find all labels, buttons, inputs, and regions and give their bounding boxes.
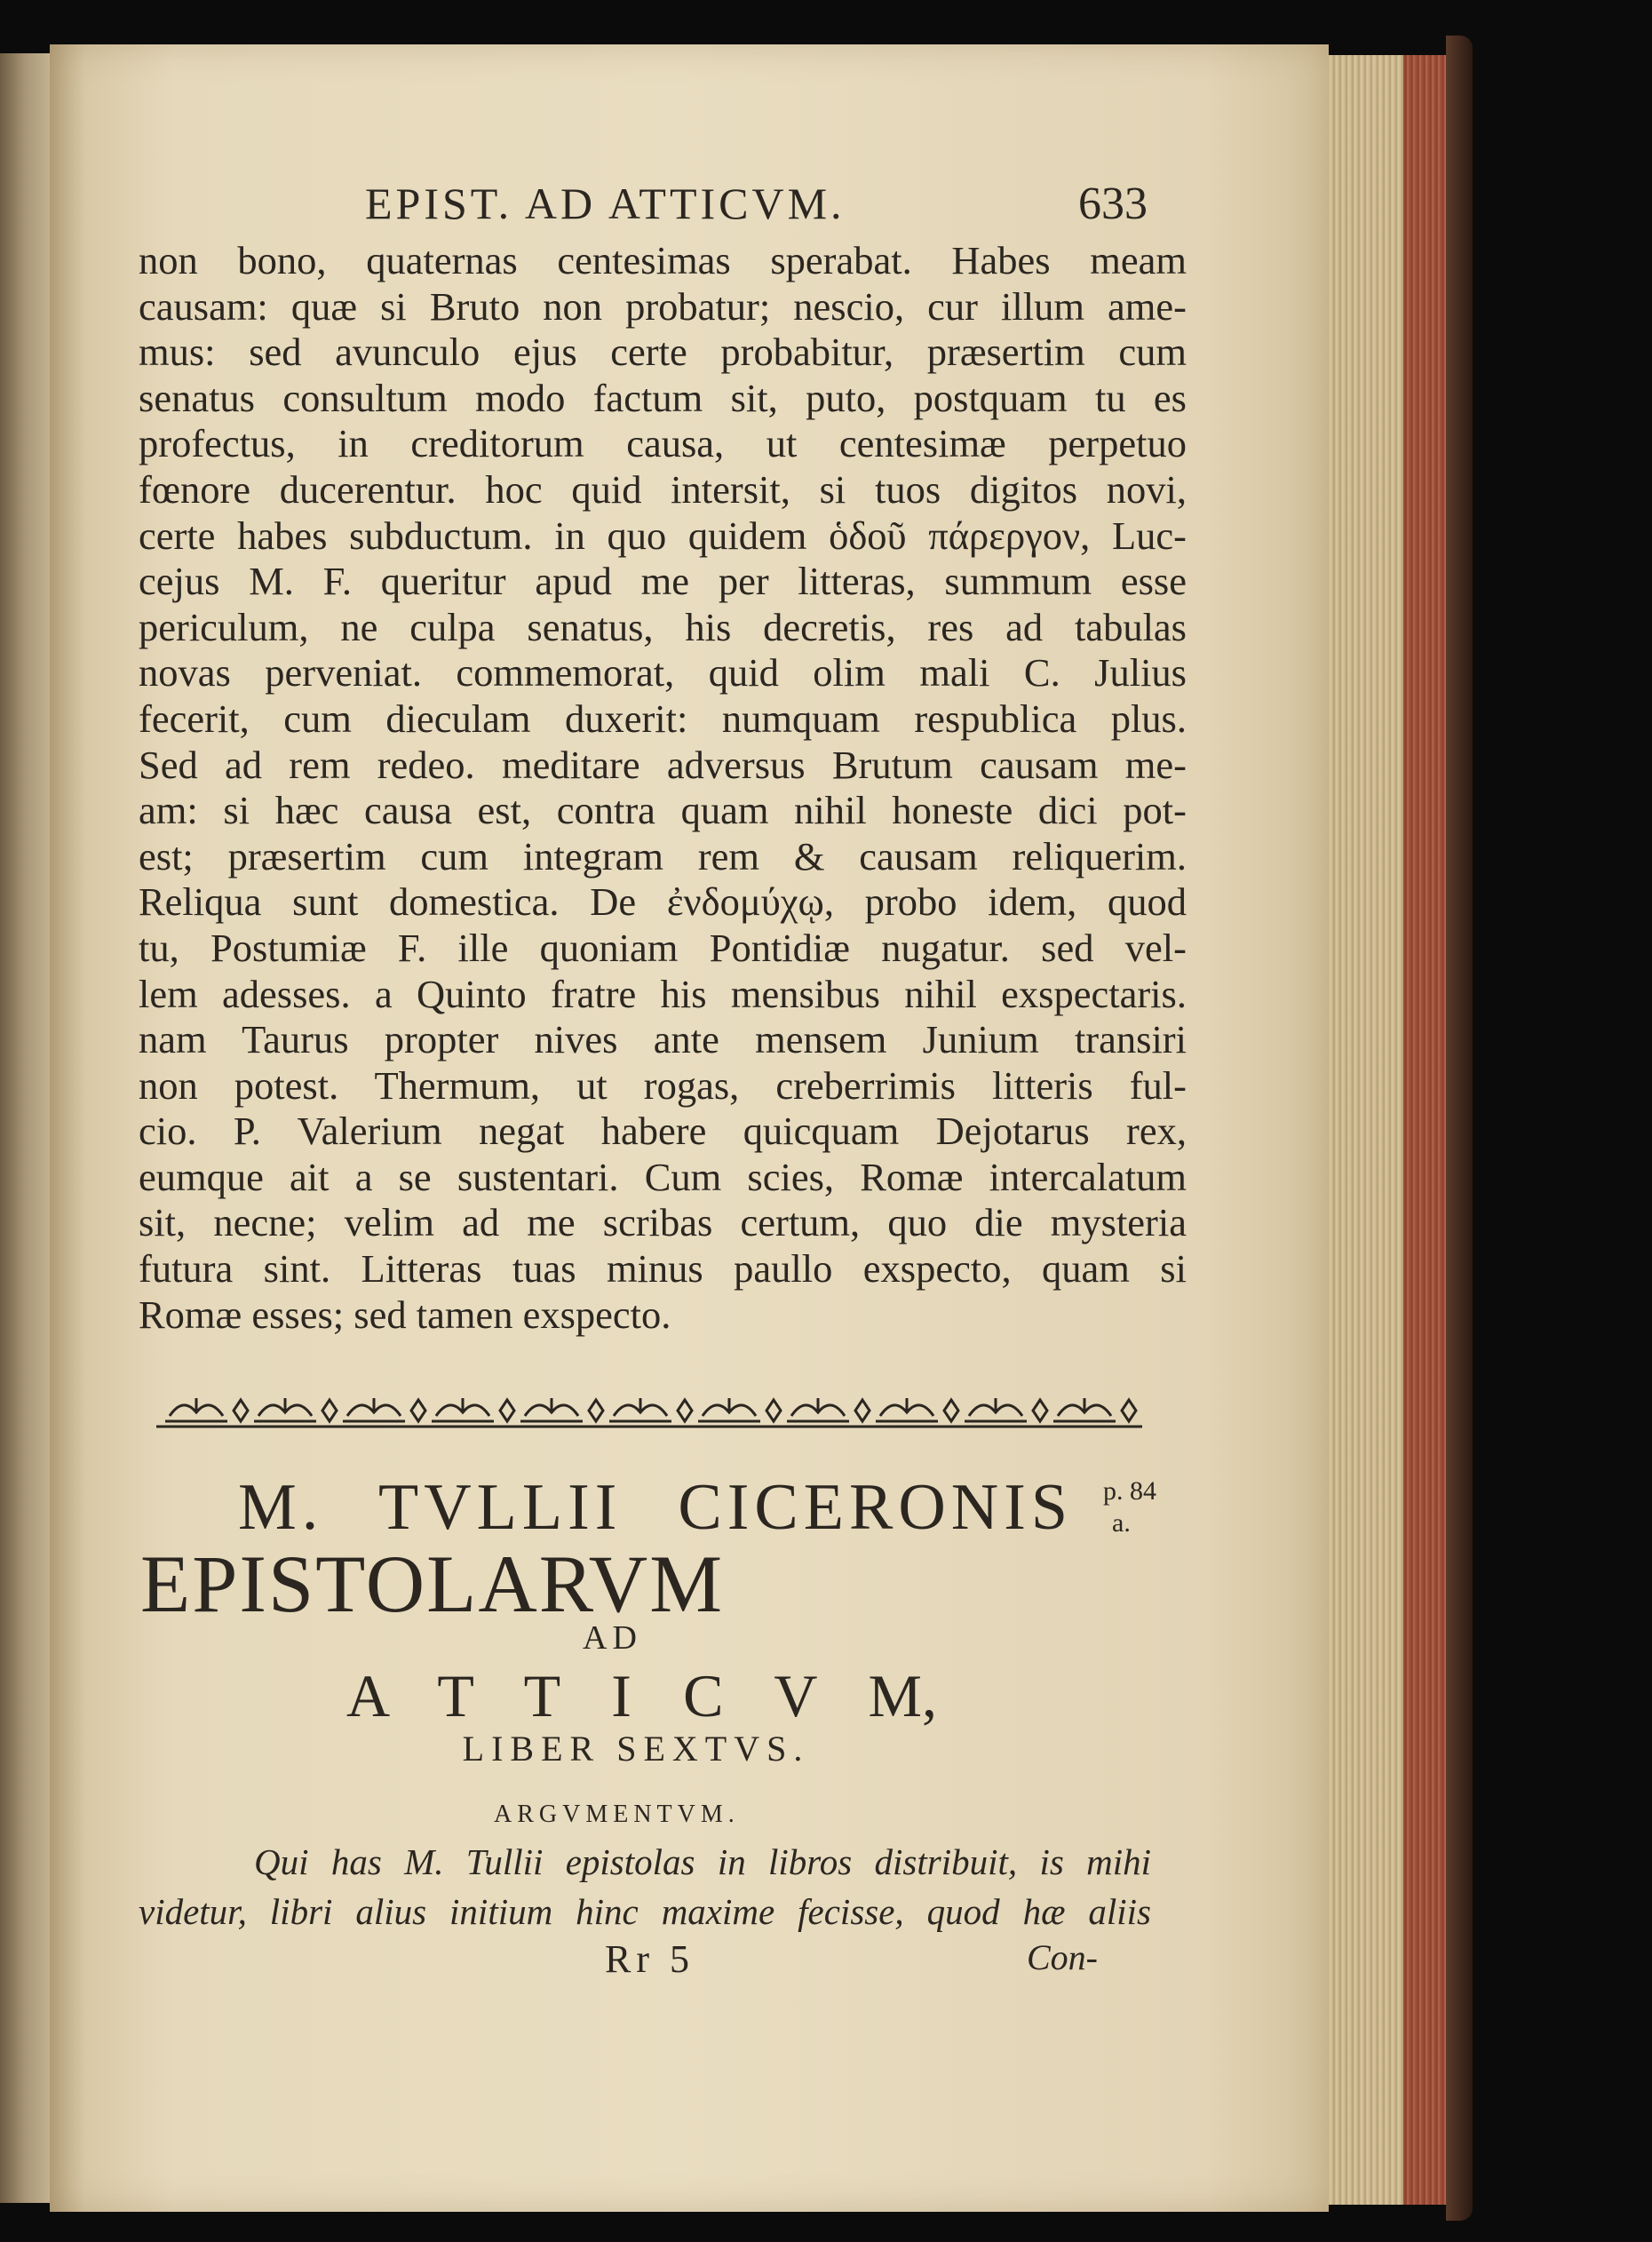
running-header <box>50 169 1329 240</box>
text-line: mus: sed avunculo ejus certe probabitur, præsertim cum <box>139 330 1187 375</box>
margin-note-page: p. 84 <box>1103 1476 1156 1506</box>
text-line: Sed ad rem redeo. meditare adversus Brutum causam me- <box>139 742 1187 787</box>
ornament-crown <box>698 1398 760 1421</box>
ornament-crown <box>787 1398 849 1421</box>
title-atticum: A T T I C V M, <box>346 1662 937 1729</box>
ornament-diamond <box>1033 1400 1047 1421</box>
text-line: profectus, in creditorum causa, ut centesimæ perpetuo <box>139 421 1187 466</box>
title-work: EPISTOLARVM <box>140 1538 725 1629</box>
argumentum-heading: ARGVMENTVM. <box>494 1801 740 1828</box>
text-line: Reliqua sunt domestica. De ἐνδομύχῳ, probo idem, quod <box>139 879 1187 925</box>
text-line: futura sint. Litteras tuas minus paullo exspecto, quam si <box>139 1246 1187 1292</box>
body-text <box>139 238 1187 1338</box>
title-book: LIBER SEXTVS. <box>462 1729 810 1769</box>
ornament-crown <box>520 1398 583 1421</box>
argumentum-text <box>139 1837 1151 1936</box>
ornament-crown <box>165 1398 227 1421</box>
ornament-diamond <box>411 1400 425 1421</box>
text-line: non bono, quaternas centesimas sperabat. Habes meam <box>139 238 1187 282</box>
ornament-rule <box>147 1386 1151 1435</box>
margin-note-column: a. <box>1112 1508 1131 1538</box>
ornament-crown <box>965 1398 1027 1421</box>
ornament-diamond <box>500 1400 514 1421</box>
book-binding <box>1446 36 1473 2221</box>
ornament-crown <box>1053 1398 1116 1421</box>
text-line: novas perveniat. commemorat, quid olim mali C. Julius <box>139 650 1187 696</box>
ornament-diamond <box>944 1400 958 1421</box>
text-line: fecerit, cum dieculam duxerit: numquam respublica plus. <box>139 696 1187 741</box>
text-line: am: si hæc causa est, contra quam nihil honeste dici pot- <box>139 788 1187 833</box>
signature-mark: Rr 5 <box>605 1937 695 1981</box>
title-ad: AD <box>583 1619 642 1657</box>
ornament-diamond <box>678 1400 692 1421</box>
ornament-diamond <box>234 1400 248 1421</box>
page-block-edge <box>1323 55 1457 2205</box>
text-line: cio. P. Valerium negat habere quicquam Dejotarus rex, <box>139 1109 1187 1154</box>
text-line: causam: quæ si Bruto non probatur; nescio, cur illum ame- <box>139 283 1187 329</box>
text-line: cejus M. F. queritur apud me per litteras, summum esse <box>139 559 1187 604</box>
argumentum-line: videtur, libri alius initium hinc maxime fecisse, quod hæ aliis <box>139 1891 1151 1932</box>
ornament-crown <box>432 1398 494 1421</box>
text-line: est; præsertim cum integram rem & causam reliquerim. <box>139 833 1187 879</box>
text-line: certe habes subductum. in quo quidem ὁδοῦ πάρεργον, Luc- <box>139 513 1187 558</box>
text-line: Romæ esses; sed tamen exspecto. <box>139 1292 671 1337</box>
text-line: lem adesses. a Quinto fratre his mensibus nihil exspectaris. <box>139 971 1187 1016</box>
text-line: senatus consultum modo factum sit, puto, postquam tu es <box>139 375 1187 420</box>
ornament-diamond <box>855 1400 870 1421</box>
book-page <box>50 44 1329 2212</box>
ornament-crown <box>876 1398 938 1421</box>
ornament-crown <box>609 1398 671 1421</box>
ornament-crown <box>343 1398 405 1421</box>
catchword: Con- <box>1027 1937 1098 1977</box>
ornament-diamond <box>589 1400 603 1421</box>
ornament-crown <box>254 1398 316 1421</box>
text-line: periculum, ne culpa senatus, his decretis, res ad tabulas <box>139 604 1187 649</box>
text-line: eumque ait a se sustentari. Cum scies, Romæ intercalatum <box>139 1154 1187 1199</box>
title-author: M. TVLLII CICERONIS <box>238 1471 1073 1544</box>
page-number: 633 <box>1078 179 1148 229</box>
text-line: non potest. Thermum, ut rogas, creberrimis litteris ful- <box>139 1062 1187 1108</box>
text-line: sit, necne; velim ad me scribas certum, quo die mysteria <box>139 1200 1187 1245</box>
text-line: tu, Postumiæ F. ille quoniam Pontidiæ nugatur. sed vel- <box>139 925 1187 970</box>
text-line: fœnore ducerentur. hoc quid intersit, si tuos digitos novi, <box>139 466 1187 512</box>
ornament-diamond <box>766 1400 781 1421</box>
ornament-diamond <box>1122 1400 1136 1421</box>
ornament-diamond <box>322 1400 337 1421</box>
left-page-edge <box>0 53 55 2203</box>
running-title: EPIST. AD ATTICVM. <box>365 179 846 228</box>
text-line: nam Taurus propter nives ante mensem Junium transiri <box>139 1017 1187 1062</box>
argumentum-line: Qui has M. Tullii epistolas in libros distribuit, is mihi <box>254 1841 1151 1882</box>
